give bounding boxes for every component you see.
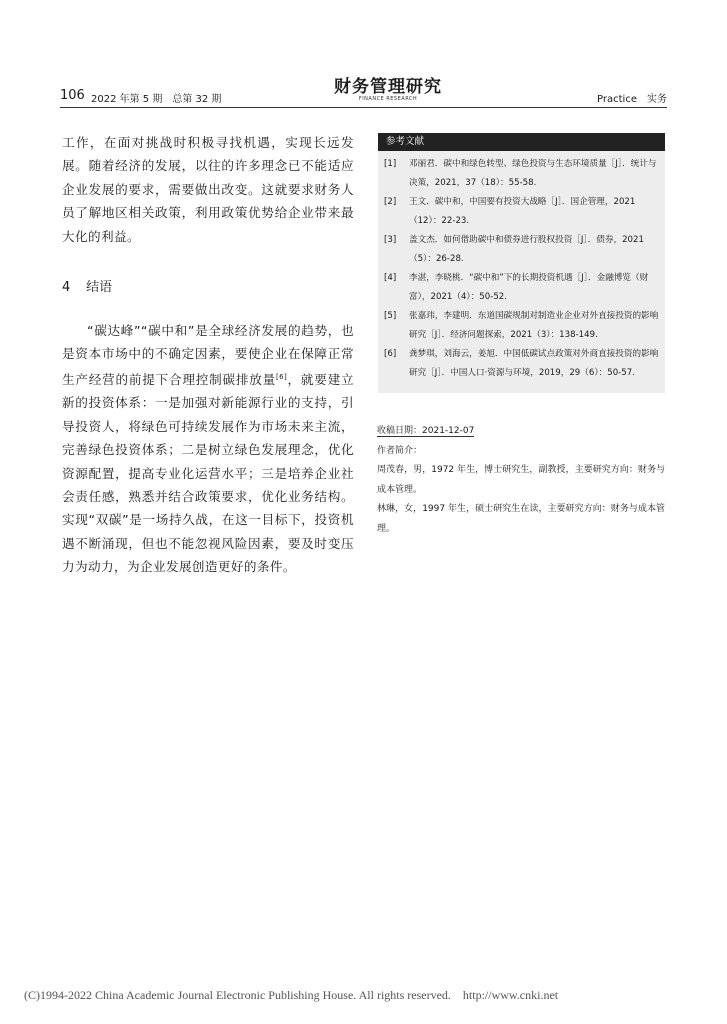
reference-index: [3] (384, 235, 397, 245)
reference-item (384, 231, 659, 269)
reference-index: [1] (384, 159, 397, 169)
header-rule (60, 107, 667, 108)
references-heading: 参考文献 (378, 133, 665, 151)
section-label: Practice 实务 (597, 94, 667, 105)
reference-item (384, 269, 659, 307)
body-paragraph-1: 工作，在面对挑战时积极寻找机遇，实现长远发展。随着经济的发展，以往的许多理念已不能适应企业发展的要求，需要做出改变。这就要求财务人员了解地区相关政策，利用政策优势给企业带来最大化的利益。 (62, 135, 354, 244)
reference-text: 邓丽君．碳中和绿色转型、绿色投资与生态环境质量［J］．统计与决策，2021，37（18）：55-58. (409, 159, 657, 188)
reference-item (384, 193, 659, 231)
reference-text: 李湛，李晓桃．“碳中和”下的长期投资机遇［J］．金融博览（财富），2021（4）：50-52. (409, 273, 649, 302)
para2-text-after: ，就要建立新的投资体系：一是加强对新能源行业的支持，引导投资人，将绿色可持续发展作为市场未来主流，完善绿色投资体系；二是树立绿色发展理念，优化资源配置，提高专业化运营水平；三是培养企业社会责任感，熟悉并结合政策要求，优化业务结构。实现“双碳”是一场持久战，在这一目标下，投资机遇不断涌现，但也不能忽视风险因素，要及时变压力为动力，为企业发展创造更好的条件。 (62, 372, 354, 575)
copyright-text: (C)1994-2022 China Academic Journal Electronic Publishing House. All rights reserved. (24, 988, 451, 1002)
journal-logo (328, 78, 448, 103)
para2-text-before: “碳达峰”“碳中和”是全球经济发展的趋势，也是资本市场中的不确定因素，要使企业在保障正常生产经营的前提下合理控制碳排放量 (62, 323, 354, 388)
footer-url: http://www.cnki.net (462, 988, 559, 1002)
reference-text: 龚梦琪，刘海云，姜旭．中国低碳试点政策对外商直接投资的影响研究［J］．中国人口·资源与环境，2019，29（6）：50-57. (409, 349, 659, 378)
page-header (60, 77, 667, 108)
references-list (378, 151, 665, 383)
reference-text: 张嘉玮，李建明．东道国碳规制对制造业企业对外直接投资的影响研究［J］．经济问题探索，2021（3）：138-149. (409, 311, 659, 340)
reference-item (384, 307, 659, 345)
reference-index: [2] (384, 197, 397, 207)
reference-text: 王文．碳中和，中国要有投资大战略［J］．国企管理，2021（12）：22-23. (409, 197, 636, 226)
section-title: 结语 (86, 280, 113, 296)
logo-en-text: FINANCE RESEARCH (358, 96, 418, 102)
received-label: 收稿日期： (377, 426, 423, 436)
main-column (62, 131, 354, 579)
body-paragraph-2 (62, 319, 354, 579)
reference-index: [4] (384, 273, 397, 283)
section-number: 4 (62, 280, 71, 296)
received-date: 2021-12-07 (422, 426, 475, 436)
reference-item (384, 155, 659, 193)
logo-cn-text: 财务管理研究 (334, 77, 442, 97)
article-meta (377, 422, 665, 539)
page-number: 106 (60, 88, 85, 103)
reference-text: 盖文杰．如何借助碳中和债券进行股权投资［J］．债券，2021（5）：26-28. (409, 235, 644, 264)
copyright-footer (24, 988, 558, 1003)
references-box (378, 133, 665, 393)
received-date-line (377, 422, 665, 442)
author-bio-1: 周茂春，男，1972 年生，博士研究生，副教授，主要研究方向：财务与成本管理。 (377, 465, 665, 495)
citation-marker: [6] (276, 372, 288, 381)
reference-index: [5] (384, 311, 397, 321)
section-heading (62, 276, 354, 295)
author-bio-2: 林琳，女，1997 年生，硕士研究生在读，主要研究方向：财务与成本管理。 (377, 504, 665, 534)
issue-info: 2022 年第 5 期 总第 32 期 (91, 94, 222, 105)
reference-item (384, 345, 659, 383)
reference-index: [6] (384, 349, 397, 359)
author-heading: 作者简介： (377, 445, 423, 456)
